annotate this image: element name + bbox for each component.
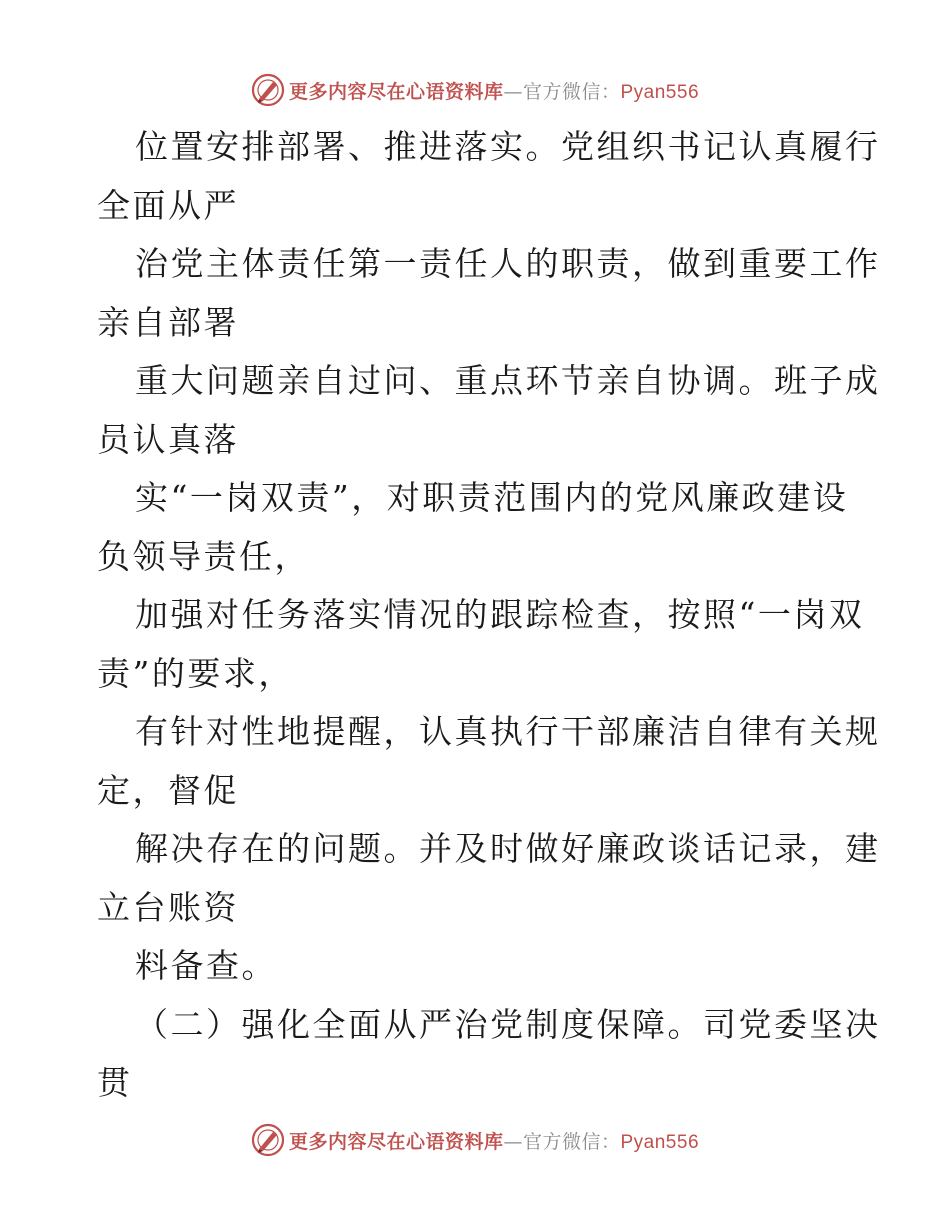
- body-line: 员认真落: [97, 419, 239, 459]
- footer-wechat-label: 官方微信：: [522, 1130, 621, 1153]
- body-line: （二）强化全面从严治党制度保障。司党委坚决: [135, 1004, 881, 1044]
- body-line: 治党主体责任第一责任人的职责，做到重要工作: [135, 244, 881, 283]
- header-dash: —: [503, 80, 523, 103]
- body-line: 定，督促: [97, 770, 239, 810]
- document-body: [97, 118, 881, 1113]
- body-line: 负领导责任，: [97, 536, 310, 576]
- footer-banner: [0, 1120, 950, 1160]
- body-line: 解决存在的问题。并及时做好廉政谈话记录，建: [135, 829, 881, 868]
- pen-logo-icon: [251, 1123, 285, 1157]
- footer-text: [289, 1127, 699, 1154]
- body-line: 贯: [97, 1063, 133, 1102]
- header-site-text: 更多内容尽在心语资料库: [288, 80, 504, 103]
- body-line: 立台账资: [97, 887, 239, 927]
- header-banner: [0, 70, 950, 110]
- body-line: 重大问题亲自过问、重点环节亲自协调。班子成: [135, 361, 881, 400]
- footer-wechat-id: Pyan556: [620, 1131, 700, 1153]
- body-line: 责”的要求，: [97, 653, 294, 693]
- body-line: 位置安排部署、推进落实。党组织书记认真履行: [135, 127, 881, 166]
- header-wechat-id: Pyan556: [620, 81, 700, 103]
- pen-logo-icon: [251, 73, 285, 107]
- body-line: 料备查。: [135, 946, 277, 985]
- body-line: 全面从严: [97, 185, 239, 225]
- header-text: [289, 77, 699, 104]
- body-line: 有针对性地提醒，认真执行干部廉洁自律有关规: [135, 712, 881, 751]
- body-line: 加强对任务落实情况的跟踪检查，按照“一岗双: [135, 595, 865, 634]
- header-wechat-label: 官方微信：: [522, 80, 621, 103]
- footer-site-text: 更多内容尽在心语资料库: [288, 1130, 504, 1153]
- footer-dash: —: [503, 1130, 523, 1153]
- body-line: 实“一岗双责”，对职责范围内的党风廉政建设: [135, 478, 849, 517]
- body-line: 亲自部署: [97, 302, 239, 342]
